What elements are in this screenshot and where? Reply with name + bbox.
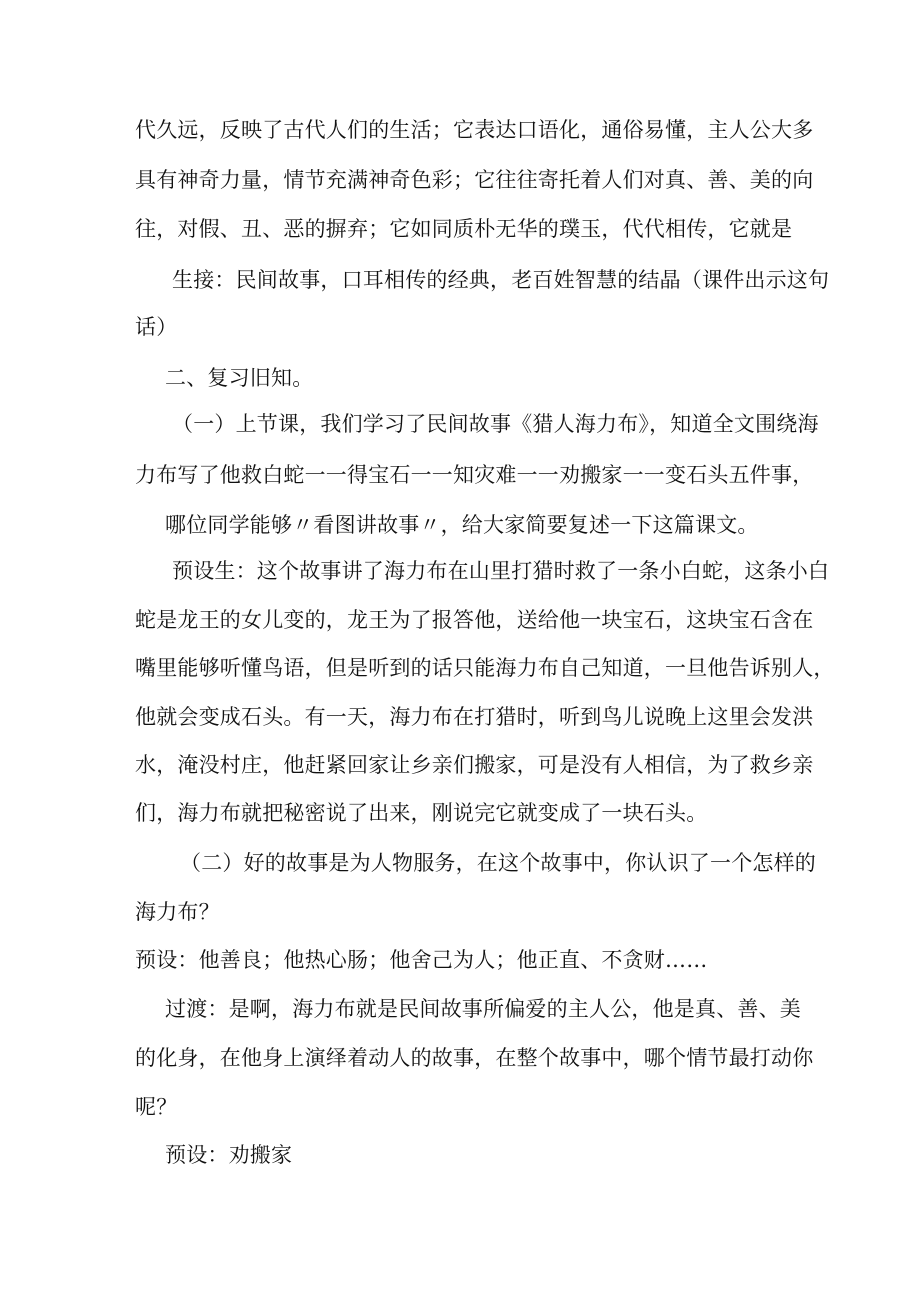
text-line-18: 预设：他善良；他热心肠；他舍己为人；他正直、不贪财…… — [135, 948, 708, 972]
text-line-4: 生接：民间故事，口耳相传的经典，老百姓智慧的结晶（课件出示这句 — [172, 268, 830, 292]
text-line-3: 往，对假、丑、恶的摒弃；它如同质朴无华的璞玉，代代相传，它就是 — [135, 217, 793, 241]
text-line-16: （二）好的故事是为人物服务，在这个故事中，你认识了一个怎样的 — [180, 851, 816, 875]
text-line-15: 们，海力布就把秘密说了出来，刚说完它就变成了一块石头。 — [135, 801, 708, 825]
text-line-10: 预设生：这个故事讲了海力布在山里打猎时救了一条小白蛇，这条小白 — [172, 559, 830, 583]
text-line-2: 具有神奇力量，情节充满神奇色彩；它往往寄托着人们对真、善、美的向 — [135, 168, 814, 192]
text-line-7: （一）上节课，我们学习了民间故事《猎人海力布》，知道全文围绕海 — [172, 412, 819, 436]
text-line-20: 的化身，在他身上演绎着动人的故事，在整个故事中，哪个情节最打动你 — [135, 1046, 814, 1070]
text-line-9: 哪位同学能够〃看图讲故事〃，给大家简要复述一下这篇课文。 — [165, 513, 759, 537]
text-line-21: 呢？ — [135, 1095, 178, 1119]
text-line-5: 话） — [135, 315, 178, 339]
text-line-12: 嘴里能够听懂鸟语，但是听到的话只能海力布自己知道，一旦他告诉别人， — [135, 656, 835, 680]
text-line-13: 他就会变成石头。有一天，海力布在打猎时，听到鸟儿说晚上这里会发洪 — [135, 705, 814, 729]
text-line-19: 过渡：是啊，海力布就是民间故事所偏爱的主人公，他是真、善、美 — [165, 997, 801, 1021]
text-line-14: 水，淹没村庄，他赶紧回家让乡亲们搬家，可是没有人相信，为了救乡亲 — [135, 753, 814, 777]
text-line-8: 力布写了他救白蛇一一得宝石一一知灾难一一劝搬家一一变石头五件事， — [135, 463, 814, 487]
section-heading-review: 二、复习旧知。 — [165, 366, 314, 390]
text-line-1: 代久远，反映了古代人们的生活；它表达口语化，通俗易懂，主人公大多 — [135, 118, 814, 142]
text-line-11: 蛇是龙王的女儿变的，龙王为了报答他，送给他一块宝石，这块宝石含在 — [135, 608, 814, 632]
text-line-17: 海力布？ — [135, 900, 220, 924]
text-line-22: 预设：劝搬家 — [165, 1143, 293, 1167]
